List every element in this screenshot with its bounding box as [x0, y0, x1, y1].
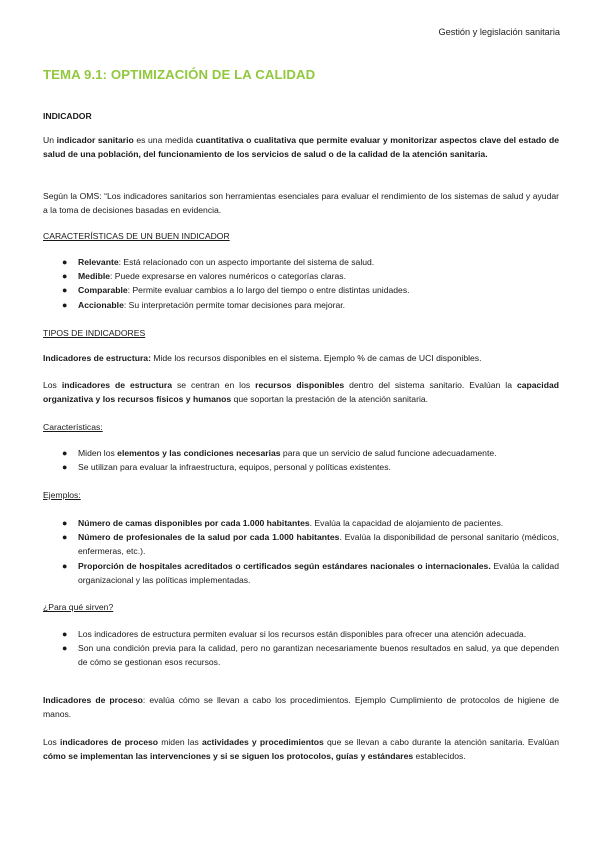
list-term: Proporción de hospitales acreditados o certificados según estándares nacionales o internacionales.: [78, 560, 491, 571]
text: miden las: [158, 737, 202, 747]
bullet-icon: ●: [62, 629, 68, 639]
paragraph-proceso-def: [43, 693, 559, 721]
list-item: [43, 269, 559, 283]
text-bold: indicadores de estructura: [61, 380, 173, 390]
bullet-icon: ●: [62, 448, 68, 458]
list-item: [43, 255, 559, 269]
subheading-ejemplos: Ejemplos:: [43, 490, 81, 500]
subheading-caracteristicas: Características:: [43, 422, 103, 432]
text: que se llevan a cabo durante la atención sanitaria. Evalúan: [323, 737, 559, 747]
text-bold: indicador sanitario: [56, 135, 134, 145]
text: es una medida: [133, 135, 196, 145]
bullet-icon: ●: [62, 643, 68, 654]
text: que soportan la prestación de la atención sanitaria.: [231, 394, 429, 405]
text: dentro del sistema sanitario. Evalúan la: [344, 380, 517, 390]
list-item: [43, 641, 559, 669]
list-caract-estructura: [43, 446, 559, 474]
text-bold: actividades y procedimientos: [201, 737, 324, 747]
list-ejemplos: [43, 516, 559, 587]
bullet-icon: ●: [62, 257, 68, 267]
list-caracteristicas: [43, 255, 559, 312]
subheading-sirven: ¿Para qué sirven?: [43, 602, 114, 612]
list-term: Número de camas disponibles por cada 1.000 habitantes: [78, 518, 310, 528]
text: Los: [43, 380, 62, 390]
list-item: [43, 559, 559, 587]
list-item: [43, 530, 559, 558]
text: Mide los recursos disponibles en el sistema. Ejemplo % de camas de UCI disponibles.: [150, 353, 482, 363]
section-heading-indicador: INDICADOR: [43, 111, 92, 121]
text: Los: [43, 737, 61, 747]
list-text: : Está relacionado con un aspecto importante del sistema de salud.: [118, 257, 375, 267]
list-text: : Permite evaluar cambios a lo largo del tiempo o entre distintas unidades.: [127, 285, 410, 296]
text-bold: Indicadores de proceso: [43, 695, 143, 705]
list-term: elementos y las condiciones necesarias: [117, 448, 281, 458]
bullet-icon: ●: [62, 518, 68, 528]
text-bold: Indicadores de estructura:: [43, 353, 151, 363]
bullet-icon: ●: [62, 532, 68, 543]
list-text: Se utilizan para evaluar la infraestructura, equipos, personal y políticas existentes.: [78, 462, 391, 473]
text-bold: cuantitativa o cualitativa que permite evaluar y monitorizar aspectos clave del estado de salud de una población, del funcionamiento de los servicios de salud o de la calidad de la atención sanitaria.: [43, 135, 560, 160]
paragraph-oms: Según la OMS: “Los indicadores sanitarios son herramientas esenciales para evaluar el rendimiento de los sistemas de salud y ayudar a la toma de decisiones basadas en evidencia.: [43, 191, 559, 216]
list-text: Evalúa la calidad organizacional y las políticas implementadas.: [78, 560, 559, 585]
bullet-icon: ●: [62, 299, 68, 310]
list-item: [43, 460, 559, 474]
list-sirven: [43, 627, 559, 670]
paragraph-estructura: [43, 378, 559, 406]
bullet-icon: ●: [62, 560, 68, 571]
paragraph-definition: [43, 133, 559, 161]
bullet-icon: ●: [62, 285, 68, 296]
page-title: TEMA 9.1: OPTIMIZACIÓN DE LA CALIDAD: [43, 67, 316, 82]
list-item: [43, 627, 559, 641]
running-header: Gestión y legislación sanitaria: [438, 27, 560, 37]
text: establecidos.: [413, 751, 466, 762]
bullet-icon: ●: [62, 462, 68, 473]
list-term: Accionable: [78, 299, 124, 310]
list-term: Comparable: [78, 285, 128, 296]
list-text: Los indicadores de estructura permiten evaluar si los recursos están disponibles para ofrecer una atención adecuada.: [78, 629, 527, 639]
list-text: . Evalúa la disponibilidad de personal sanitario (médicos, enfermeras, etc.).: [78, 532, 559, 557]
text-bold: recursos disponibles: [255, 380, 345, 390]
text-bold: capacidad organizativa y los recursos físicos y humanos: [43, 380, 559, 405]
list-text: para que un servicio de salud funcione adecuadamente.: [280, 448, 497, 458]
text-bold: indicadores de proceso: [60, 737, 159, 747]
text: : evalúa cómo se llevan a cabo los procedimientos. Ejemplo Cumplimiento de protocolos de higiene de manos.: [43, 695, 559, 720]
section-heading-tipos: TIPOS DE INDICADORES: [43, 328, 146, 338]
list-term: Número de profesionales de la salud por cada 1.000 habitantes: [78, 532, 340, 543]
text: se centran en los: [172, 380, 256, 390]
list-item: [43, 446, 559, 460]
bullet-icon: ●: [62, 271, 68, 282]
list-text: : Su interpretación permite tomar decisiones para mejorar.: [123, 299, 346, 310]
paragraph-estructura-def: [43, 351, 559, 365]
text-bold: cómo se implementan las intervenciones y si se siguen los protocolos, guías y estándares: [43, 751, 414, 762]
list-text: . Evalúa la capacidad de alojamiento de pacientes.: [309, 518, 504, 528]
list-text: Son una condición previa para la calidad, pero no garantizan necesariamente buenos resultados en salud, ya que dependen de cómo se gestionan esos recursos.: [78, 643, 559, 668]
list-item: [43, 298, 559, 312]
paragraph-proceso: [43, 735, 559, 763]
list-text: Miden los: [78, 448, 118, 458]
list-item: [43, 516, 559, 530]
list-term: Relevante: [78, 257, 119, 267]
list-term: Medible: [78, 271, 110, 282]
text: Un: [43, 135, 57, 145]
list-text: : Puede expresarse en valores numéricos o categorías claras.: [110, 271, 346, 282]
list-item: [43, 283, 559, 297]
section-heading-caracteristicas: CARACTERÍSTICAS DE UN BUEN INDICADOR: [43, 231, 230, 241]
